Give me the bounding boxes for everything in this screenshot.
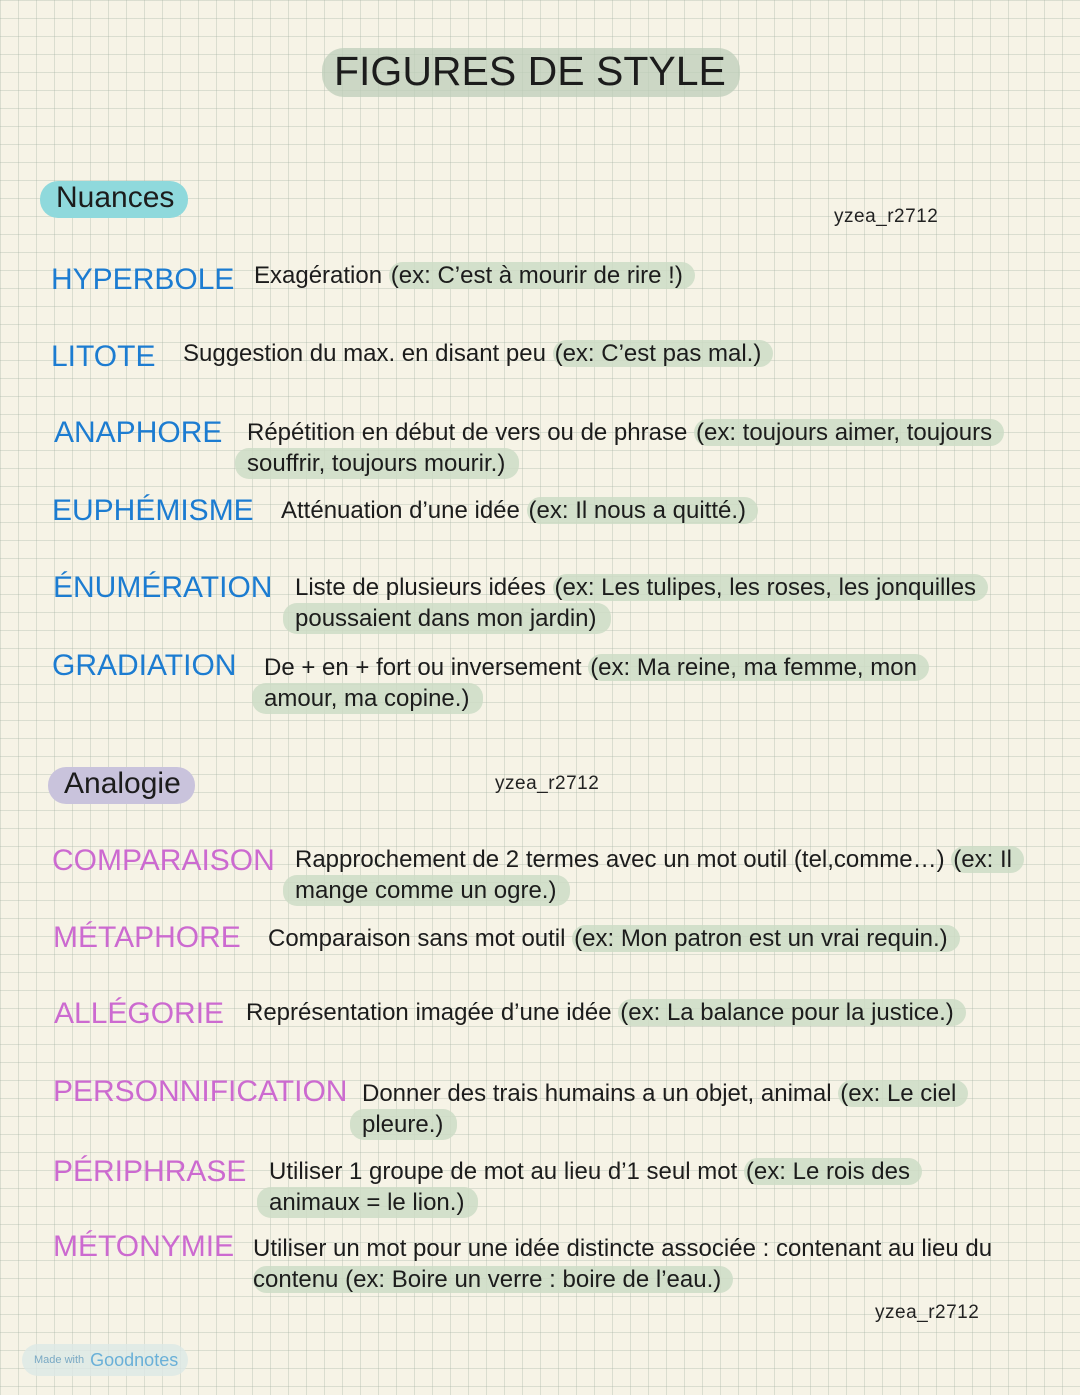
example-text: (ex: Le ciel (838, 1080, 968, 1107)
term-periphrase: PÉRIPHRASE (53, 1155, 247, 1188)
definition-euphemisme (281, 495, 758, 526)
made-with-text: Made with (34, 1354, 85, 1367)
section-label-nuances: Nuances (40, 181, 188, 218)
term-euphemisme: EUPHÉMISME (52, 494, 254, 527)
definition-text: Utiliser 1 groupe de mot au lieu d’1 seul mot (269, 1158, 738, 1185)
definition-text: De + en + fort ou inversement (264, 654, 582, 681)
watermark: yzea_r2712 (834, 206, 939, 227)
term-anaphore: ANAPHORE (54, 416, 223, 449)
definition-text: Suggestion du max. en disant peu (183, 340, 546, 367)
definition-litote (183, 338, 773, 369)
example-text: (ex: C’est à mourir de rire !) (389, 262, 695, 289)
example-text: (ex: Mon patron est un vrai requin.) (572, 925, 960, 952)
example-text: (ex: Les tulipes, les roses, les jonquilles (553, 574, 989, 601)
definition-text: Représentation imagée d’une idée (246, 999, 612, 1026)
example-text: (ex: toujours aimer, toujours (694, 419, 1004, 446)
term-comparaison: COMPARAISON (52, 844, 275, 877)
example-text: (ex: Le rois des (744, 1158, 922, 1185)
definition-hyperbole (254, 260, 695, 291)
example-text-continued: animaux = le lion.) (257, 1187, 478, 1218)
example-text: (ex: Il (951, 846, 1024, 873)
goodnotes-logo: Goodnotes (90, 1349, 179, 1370)
term-enumeration: ÉNUMÉRATION (53, 571, 273, 604)
example-text-continued: poussaient dans mon jardin) (283, 603, 611, 634)
example-text-continued: souffrir, toujours mourir.) (235, 448, 519, 479)
example-text-continued: mange comme un ogre.) (283, 875, 570, 906)
definition-text: Répétition en début de vers ou de phrase (247, 419, 688, 446)
term-gradiation: GRADIATION (52, 649, 237, 682)
watermark: yzea_r2712 (875, 1302, 980, 1323)
section-label-analogie: Analogie (48, 767, 195, 804)
example-text: (ex: C’est pas mal.) (553, 340, 774, 367)
watermark: yzea_r2712 (495, 773, 600, 794)
page-title: FIGURES DE STYLE (322, 48, 740, 97)
definition-anaphore (247, 417, 1004, 479)
definition-text: Comparaison sans mot outil (268, 925, 566, 952)
definition-periphrase (269, 1156, 922, 1218)
term-litote: LITOTE (51, 340, 156, 373)
definition-metonymie (253, 1233, 992, 1295)
example-text-continued: amour, ma copine.) (252, 683, 483, 714)
definition-personnification (362, 1078, 968, 1140)
term-personnification: PERSONNIFICATION (53, 1075, 348, 1108)
definition-metaphore (268, 923, 960, 954)
definition-enumeration (295, 572, 988, 634)
term-metonymie: MÉTONYMIE (53, 1230, 235, 1263)
definition-allegorie (246, 997, 966, 1028)
term-metaphore: MÉTAPHORE (53, 921, 241, 954)
definition-text: Donner des trais humains a un objet, animal (362, 1080, 832, 1107)
example-text: (ex: La balance pour la justice.) (618, 999, 966, 1026)
definition-text: Liste de plusieurs idées (295, 574, 546, 601)
term-hyperbole: HYPERBOLE (51, 263, 235, 296)
example-text: (ex: Il nous a quitté.) (527, 497, 758, 524)
definition-text: Atténuation d’une idée (281, 497, 520, 524)
definition-text: Rapprochement de 2 termes avec un mot outil (tel,comme…) (295, 846, 945, 873)
definition-comparaison (295, 844, 1024, 906)
term-allegorie: ALLÉGORIE (54, 997, 225, 1030)
definition-gradiation (264, 652, 929, 714)
definition-text: Exagération (254, 262, 383, 289)
example-text-continued: pleure.) (350, 1109, 457, 1140)
definition-text: Utiliser un mot pour une idée distincte associée : contenant au lieu du (253, 1235, 993, 1262)
made-with-goodnotes-badge (22, 1344, 188, 1376)
example-text: (ex: Ma reine, ma femme, mon (588, 654, 929, 681)
example-text-continued: contenu (ex: Boire un verre : boire de l’eau.) (253, 1266, 733, 1293)
